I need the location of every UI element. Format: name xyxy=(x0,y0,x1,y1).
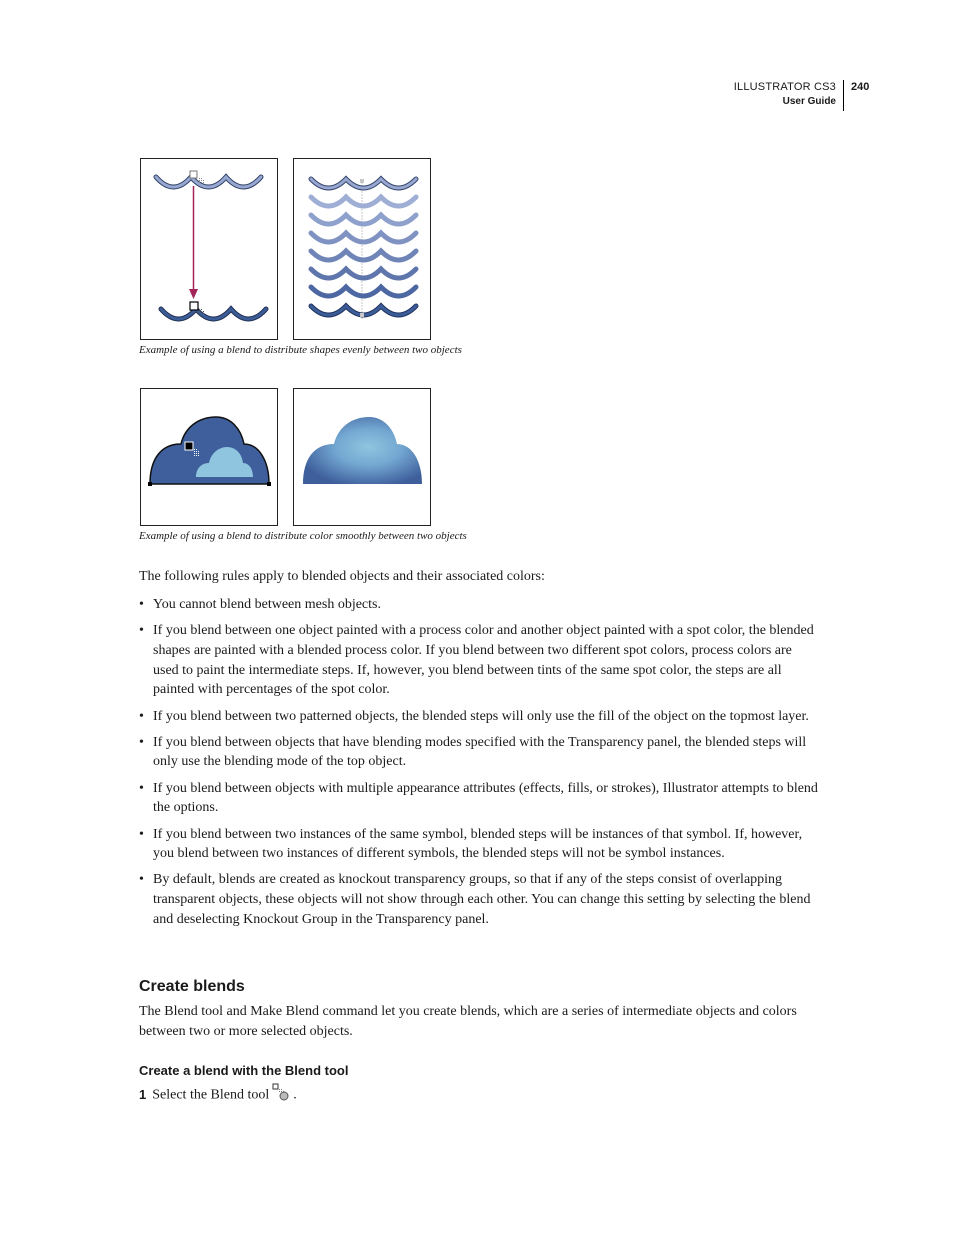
figure-blend-color-after xyxy=(293,388,431,526)
blend-tool-icon xyxy=(272,1083,290,1108)
header-divider xyxy=(843,80,844,111)
step-1 xyxy=(139,1083,297,1108)
bullet: • xyxy=(139,734,144,750)
bullet: • xyxy=(139,597,144,612)
list-item: • You cannot blend between mesh objects. xyxy=(139,595,819,615)
figure-2-caption: Example of using a blend to distribute color smoothly between two objects xyxy=(139,530,467,542)
list-item: • By default, blends are created as knockout transparency groups, so that if any of the steps consist of overlapping transparent objects, these objects will not show through each other. You can change this setting by selecting the blend and deselecting Knockout Group in the Transparency panel. xyxy=(139,872,811,927)
running-header xyxy=(734,80,844,110)
blended-wave-steps xyxy=(294,159,430,339)
bullet: • xyxy=(139,872,144,888)
figure-blend-shapes-before xyxy=(140,158,278,340)
step-number: 1 xyxy=(139,1086,147,1102)
step-text: Select the Blend tool xyxy=(152,1087,270,1103)
figure-blend-shapes-after xyxy=(293,158,431,340)
list-item: • If you blend between two instances of the same symbol, blended steps will be instances of that symbol. If, however, you blend between two instances of different symbols, the blended steps will not be symbol instances. xyxy=(139,826,803,862)
step-text-end: . xyxy=(293,1087,297,1103)
section-heading: Create blends xyxy=(139,978,245,995)
product-name: ILLUSTRATOR CS3 xyxy=(733,81,836,93)
bullet: • xyxy=(139,623,144,639)
list-item: • If you blend between objects that have blending modes specified with the Transparency panel, the blended steps will only use the blending mode of the top object. xyxy=(139,734,807,770)
bullet: • xyxy=(139,826,144,842)
section-body: The Blend tool and Make Blend command let you create blends, which are a series of intermediate objects and colors between two or more selected objects. xyxy=(139,1004,797,1039)
intro-paragraph: The following rules apply to blended objects and their associated colors: xyxy=(139,569,545,584)
list-item: • If you blend between objects with multiple appearance attributes (effects, fills, or strokes), Illustrator attempts to blend the options. xyxy=(139,780,818,816)
figure-1-caption: Example of using a blend to distribute shapes evenly between two objects xyxy=(139,344,462,356)
list-item: • If you blend between two patterned objects, the blended steps will only use the fill of the object on the topmost layer. xyxy=(139,707,819,727)
figure-blend-color-before xyxy=(140,388,278,526)
bullet: • xyxy=(139,780,144,796)
list-item: • If you blend between one object painted with a process color and another object painted with a spot color, the blended shapes are painted with a blended process color. If you blend between two different spot colors, process colors are used to paint the intermediate steps. If, however, you blend between tints of the same spot color, the steps are all painted with percentages of the spot color. xyxy=(139,623,814,698)
blended-cloud-shape xyxy=(303,417,422,484)
guide-name: User Guide xyxy=(782,96,836,107)
rules-list xyxy=(139,595,819,936)
bullet: • xyxy=(139,708,144,724)
page-number: 240 xyxy=(851,81,870,93)
subsection-heading: Create a blend with the Blend tool xyxy=(139,1063,349,1078)
